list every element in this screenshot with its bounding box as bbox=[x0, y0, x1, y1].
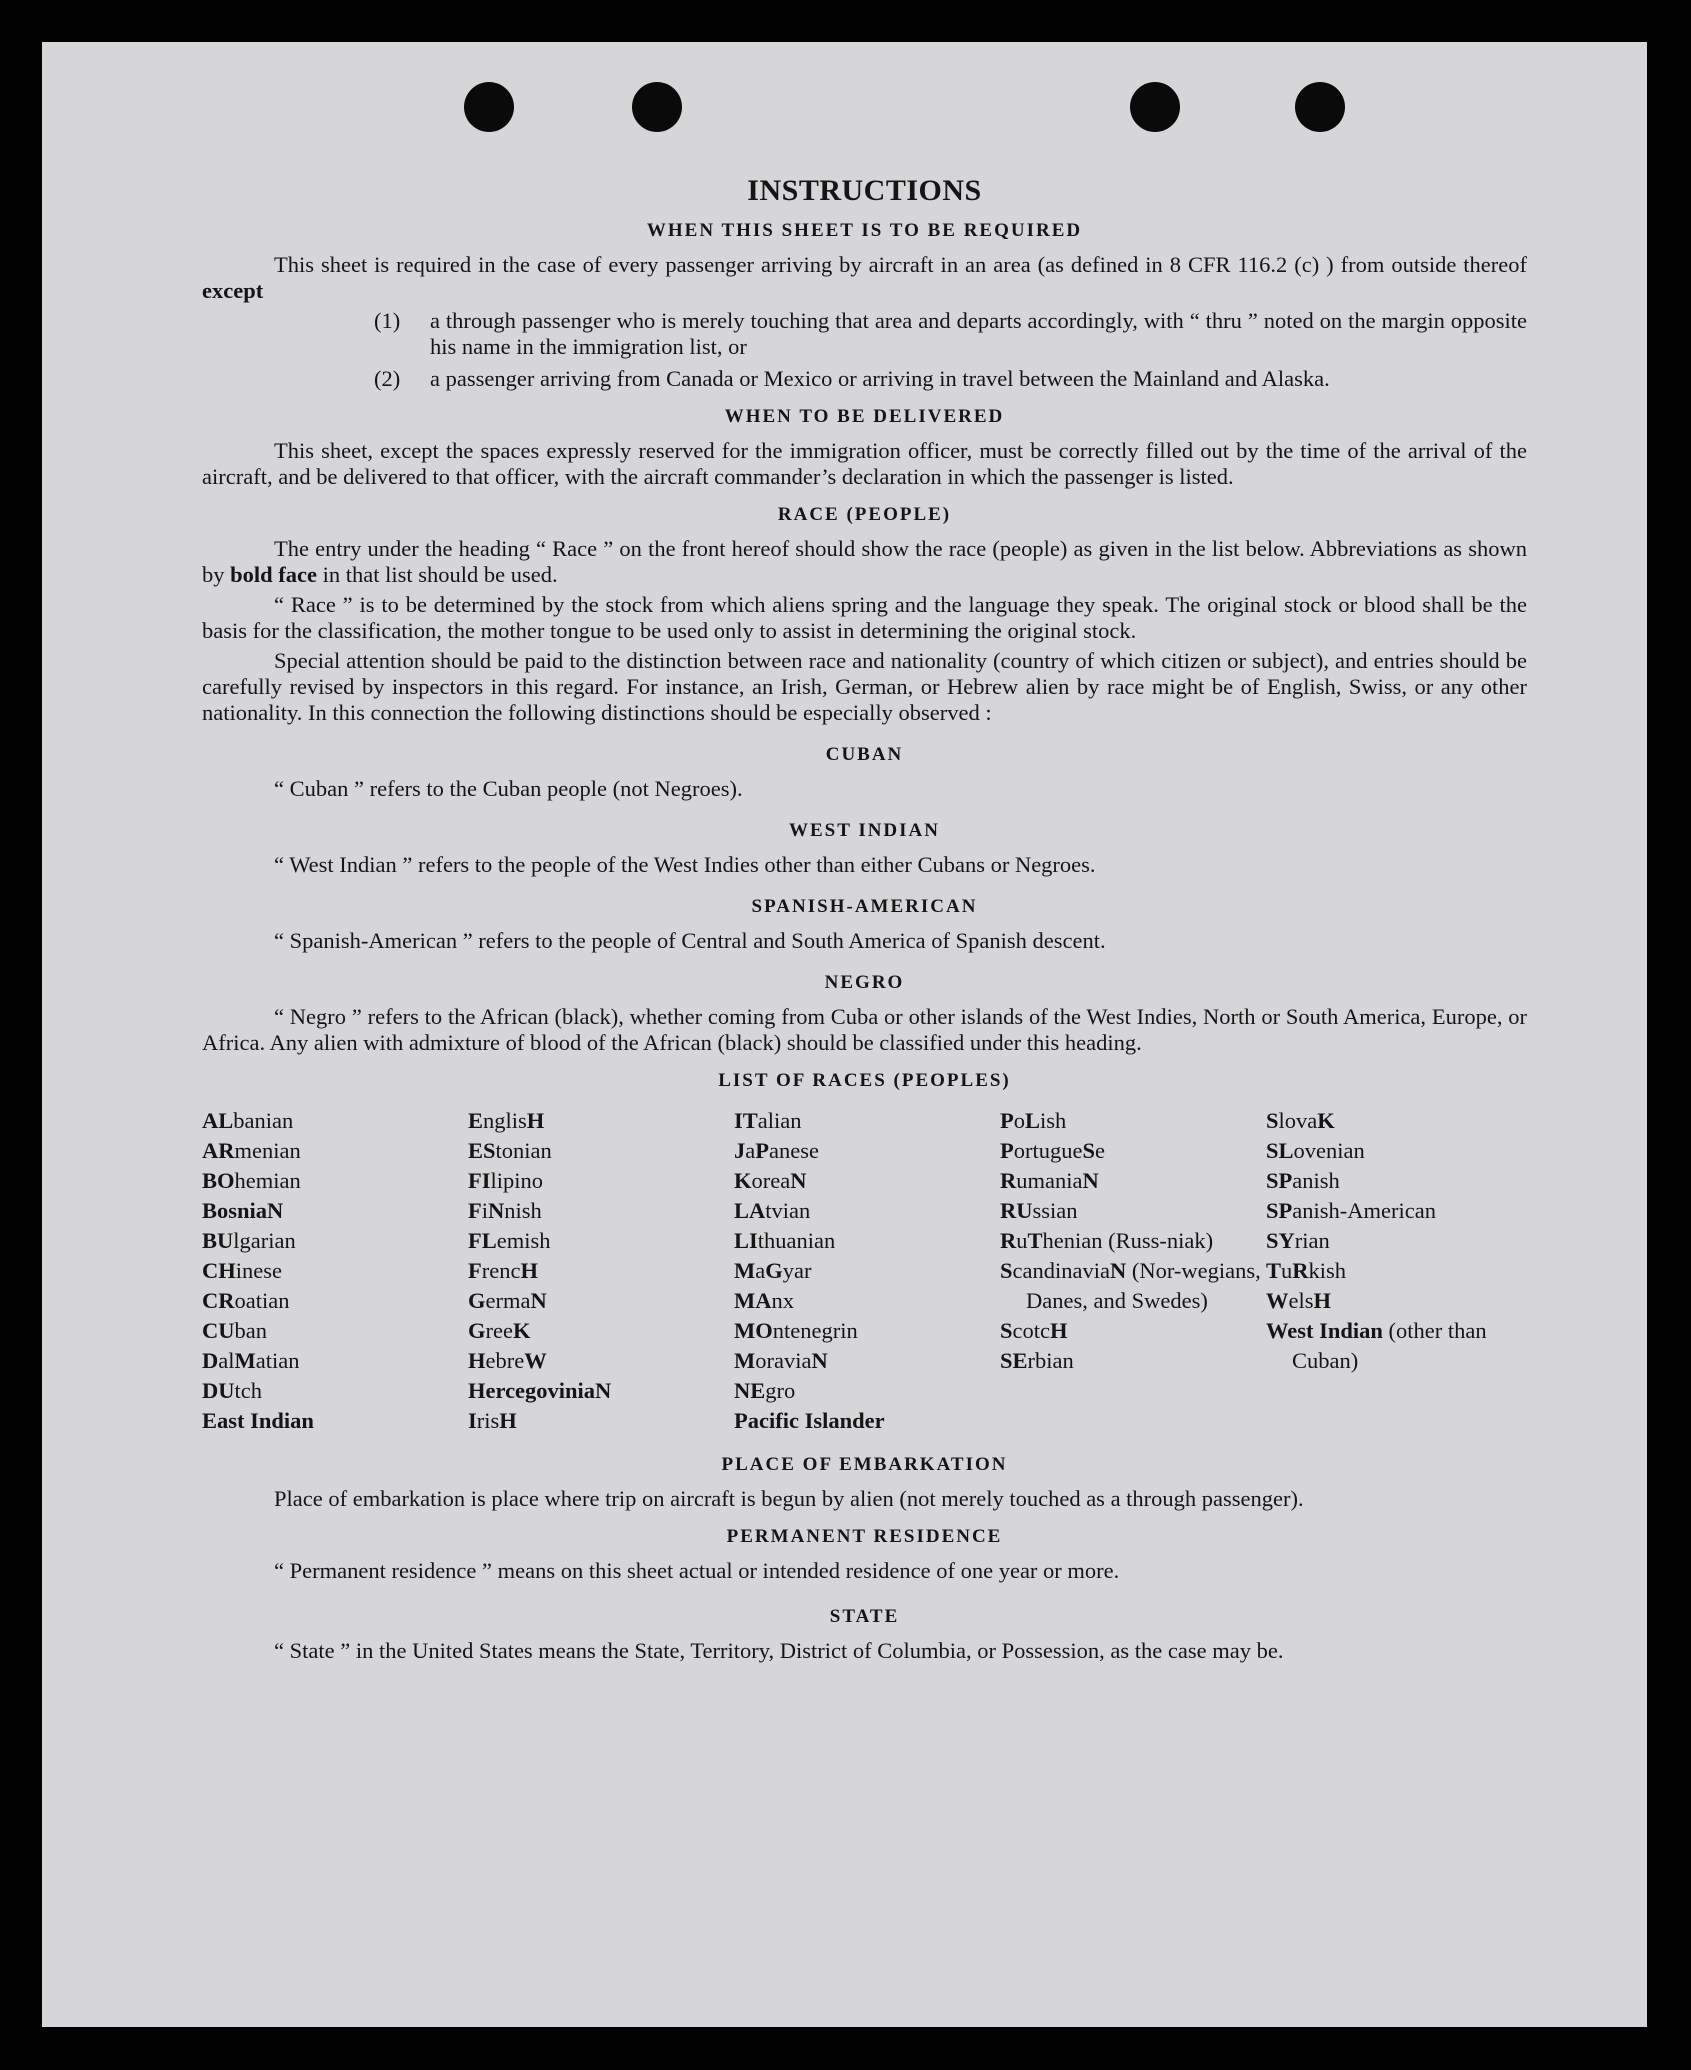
paragraph-spanish-american: “ Spanish-American ” refers to the people of Central and South America of Spanish descent. bbox=[274, 928, 1106, 953]
race-entry: ALbanian bbox=[202, 1108, 294, 1133]
race-entry: DUtch bbox=[202, 1378, 262, 1403]
instructions-body bbox=[202, 174, 1527, 1668]
race-entry: SYrian bbox=[1266, 1228, 1330, 1253]
bold-except: except bbox=[202, 278, 264, 303]
paragraph-when-required: This sheet is required in the case of every passenger arriving by aircraft in an area (as defined in 8 CFR 116.2 (c) ) from outside thereof except bbox=[202, 252, 1527, 303]
paragraph-state: “ State ” in the United States means the State, Territory, District of Columbia, or Possession, as the case may be. bbox=[274, 1638, 1284, 1663]
heading-spanish-american: SPANISH-AMERICAN bbox=[751, 896, 978, 917]
race-entry: WelsH bbox=[1266, 1288, 1332, 1313]
race-entry: GreeK bbox=[468, 1318, 531, 1343]
race-entry: HercegoviniaN bbox=[468, 1378, 612, 1403]
paragraph-when-delivered: This sheet, except the spaces expressly reserved for the immigration officer, must be correctly filled out by the time of the arrival of the aircraft, and be delivered to that officer, with the aircraft commander’s declaration in which the passenger is listed. bbox=[202, 438, 1527, 489]
race-entry: LIthuanian bbox=[734, 1228, 836, 1253]
page-title: INSTRUCTIONS bbox=[747, 174, 982, 207]
paragraph-race-1: The entry under the heading “ Race ” on the front hereof should show the race (people) as given in the list below. Abbreviations as shown by bold face in that list should be used. bbox=[202, 536, 1527, 587]
race-entry: SPanish bbox=[1266, 1168, 1340, 1193]
race-entry: ScandinaviaN (Nor-wegians, Danes, and Swedes) bbox=[1000, 1258, 1261, 1313]
race-entry: BUlgarian bbox=[202, 1228, 296, 1253]
heading-cuban: CUBAN bbox=[825, 744, 904, 765]
race-entry: MoraviaN bbox=[734, 1348, 828, 1373]
race-entry: RUssian bbox=[1000, 1198, 1078, 1223]
race-entry: CHinese bbox=[202, 1258, 282, 1283]
race-entry: SErbian bbox=[1000, 1348, 1074, 1373]
paragraph-cuban: “ Cuban ” refers to the Cuban people (not Negroes). bbox=[274, 776, 743, 801]
race-entry: East Indian bbox=[202, 1408, 314, 1433]
race-column bbox=[734, 1106, 1000, 1436]
paragraph-race-3: Special attention should be paid to the distinction between race and nationality (country of which citizen or subject), and entries should be carefully revised by inspectors in this regard. For instance, an Irish, German, or Hebrew alien by race might be of English, Swiss, or any other nationality. In this connection the following distinctions should be especially observed : bbox=[202, 648, 1527, 725]
race-column bbox=[1266, 1106, 1527, 1436]
race-entry: SLovenian bbox=[1266, 1138, 1365, 1163]
race-entry: FiNnish bbox=[468, 1198, 542, 1223]
race-column bbox=[468, 1106, 734, 1436]
heading-west-indian: WEST INDIAN bbox=[789, 820, 940, 841]
race-entry: NEgro bbox=[734, 1378, 796, 1403]
race-entry: SlovaK bbox=[1266, 1108, 1335, 1133]
race-entry: EStonian bbox=[468, 1138, 552, 1163]
punch-hole-4 bbox=[1295, 82, 1345, 132]
race-entry: Pacific Islander bbox=[734, 1408, 885, 1433]
race-entry: CRoatian bbox=[202, 1288, 290, 1313]
heading-when-required: WHEN THIS SHEET IS TO BE REQUIRED bbox=[646, 220, 1083, 241]
heading-list-of-races: LIST OF RACES (PEOPLES) bbox=[718, 1070, 1011, 1091]
heading-negro: NEGRO bbox=[824, 972, 905, 993]
race-entry: HebreW bbox=[468, 1348, 547, 1373]
race-entry: BosniaN bbox=[202, 1198, 284, 1223]
race-entry: ScotcH bbox=[1000, 1318, 1068, 1343]
paragraph-permanent-residence: “ Permanent residence ” means on this sheet actual or intended residence of one year or more. bbox=[274, 1558, 1120, 1583]
race-entry: ARmenian bbox=[202, 1138, 301, 1163]
document-sheet bbox=[42, 42, 1647, 2027]
heading-state: STATE bbox=[829, 1606, 900, 1627]
race-entry: LAtvian bbox=[734, 1198, 811, 1223]
race-entry: MAnx bbox=[734, 1288, 794, 1313]
race-entry: IrisH bbox=[468, 1408, 517, 1433]
race-entry: ITalian bbox=[734, 1108, 802, 1133]
race-entry: FLemish bbox=[468, 1228, 551, 1253]
races-list bbox=[202, 1106, 1527, 1436]
race-entry: FIlipino bbox=[468, 1168, 544, 1193]
heading-permanent-residence: PERMANENT RESIDENCE bbox=[726, 1526, 1003, 1547]
list-item: (2) a passenger arriving from Canada or Mexico or arriving in travel between the Mainland and Alaska. bbox=[374, 366, 1330, 391]
race-column bbox=[202, 1106, 468, 1436]
heading-when-delivered: WHEN TO BE DELIVERED bbox=[724, 406, 1005, 427]
paragraph-negro: “ Negro ” refers to the African (black), whether coming from Cuba or other islands of the West Indies, North or South America, Europe, or Africa. Any alien with admixture of blood of the African (black) should be classified under this heading. bbox=[202, 1004, 1527, 1055]
punch-hole-1 bbox=[464, 82, 514, 132]
paragraph-west-indian: “ West Indian ” refers to the people of the West Indies other than either Cubans or Negroes. bbox=[274, 852, 1096, 877]
race-entry: FrencH bbox=[468, 1258, 538, 1283]
race-entry: PortugueSe bbox=[1000, 1138, 1105, 1163]
race-entry: MOntenegrin bbox=[734, 1318, 858, 1343]
heading-race: RACE (PEOPLE) bbox=[777, 504, 952, 525]
race-entry: BOhemian bbox=[202, 1168, 301, 1193]
race-entry: MaGyar bbox=[734, 1258, 812, 1283]
paragraph-embarkation: Place of embarkation is place where trip on aircraft is begun by alien (not merely touched as a through passenger). bbox=[274, 1486, 1304, 1511]
race-entry: PoLish bbox=[1000, 1108, 1067, 1133]
race-entry: GermaN bbox=[468, 1288, 547, 1313]
race-entry: TuRkish bbox=[1266, 1258, 1347, 1283]
race-entry: CUban bbox=[202, 1318, 267, 1343]
punch-hole-2 bbox=[632, 82, 682, 132]
paragraph-race-2: “ Race ” is to be determined by the stock from which aliens spring and the language they speak. The original stock or blood shall be the basis for the classification, the mother tongue to be used only to assist in determining the original stock. bbox=[202, 592, 1527, 643]
race-entry: SPanish-American bbox=[1266, 1198, 1436, 1223]
race-entry: JaPanese bbox=[734, 1138, 819, 1163]
race-entry: KoreaN bbox=[734, 1168, 807, 1193]
race-entry: RumaniaN bbox=[1000, 1168, 1099, 1193]
race-entry: DalMatian bbox=[202, 1348, 300, 1373]
list-item: (1) a through passenger who is merely touching that area and departs accordingly, with “ thru ” noted on the margin opposite his name in the immigration list, or bbox=[374, 308, 1527, 359]
heading-embarkation: PLACE OF EMBARKATION bbox=[721, 1454, 1008, 1475]
race-entry: RuThenian (Russ-niak) bbox=[1000, 1228, 1214, 1253]
race-entry: West Indian (other than Cuban) bbox=[1266, 1318, 1487, 1373]
punch-hole-3 bbox=[1130, 82, 1180, 132]
race-entry: EnglisH bbox=[468, 1108, 545, 1133]
race-column bbox=[1000, 1106, 1266, 1436]
